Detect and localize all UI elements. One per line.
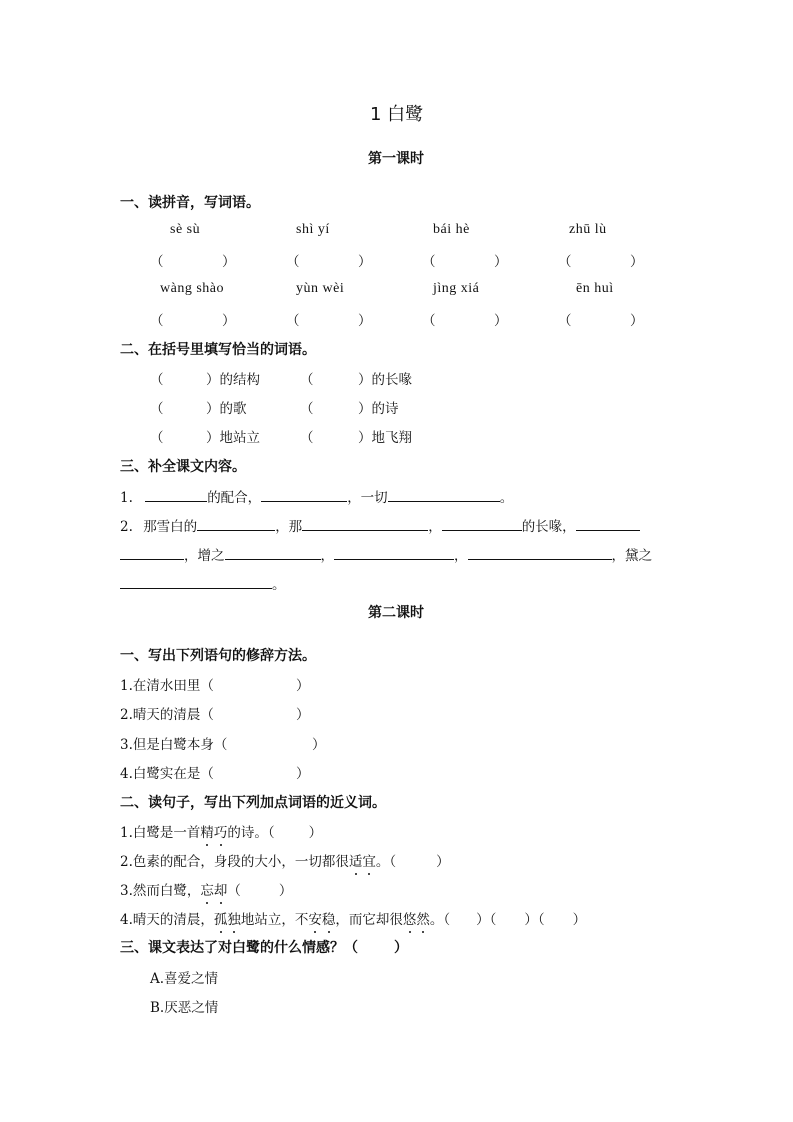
line-text: 。 (272, 577, 286, 593)
line-text: ， (320, 548, 334, 564)
page-title: 1 白鹭 (370, 104, 424, 125)
line-text: ，一切 (347, 490, 388, 506)
section-heading (120, 937, 408, 957)
answer-bracket-open: （ (150, 430, 164, 446)
sentence-text: 3.然而白鹭， (120, 883, 201, 899)
fill-item: ）的结构 (206, 372, 260, 388)
dotted-char: 巧 (214, 821, 228, 841)
fill-line-4 (120, 573, 286, 593)
dotted-char: 精 (200, 821, 214, 841)
fill-line-3 (120, 544, 652, 564)
lesson-one-heading: 第一课时 (368, 151, 424, 167)
item-number: 2. (120, 519, 133, 535)
answer-bracket-close: ） (436, 854, 450, 870)
answer-bracket-close: ） (222, 313, 236, 329)
section-heading: 二、读句子，写出下列加点词语的近义词。 (120, 795, 386, 811)
dotted-char: 却 (214, 879, 228, 899)
answer-bracket-close: ） (312, 737, 326, 753)
dotted-char: 安 (308, 908, 322, 928)
fill-line-2 (120, 515, 640, 535)
line-text: ， (454, 548, 468, 564)
answer-bracket-open: （ (300, 401, 314, 417)
answer-bracket-open: （ (286, 254, 300, 270)
item-number: 1. (120, 490, 133, 506)
heading-text: 三、课文表达了对白鹭的什么情感？（ (120, 940, 358, 956)
sentence-text: 4.晴天的清晨， (120, 912, 214, 928)
answer-line[interactable] (468, 545, 612, 560)
sentence-text: ，而它却很 (335, 912, 403, 928)
answer-line[interactable] (120, 574, 272, 589)
answer-line[interactable] (197, 516, 275, 531)
answer-bracket-close: ） (278, 883, 293, 899)
line-text: ， (428, 519, 442, 535)
answer-bracket-close: ） (296, 707, 310, 723)
answer-line[interactable] (225, 545, 321, 560)
section-heading: 一、写出下列语句的修辞方法。 (120, 648, 316, 664)
answer-bracket-open: （ (286, 313, 300, 329)
fill-line-1 (120, 486, 513, 506)
sentence-text: 。（ (429, 912, 451, 928)
dotted-char: 孤 (214, 908, 228, 928)
fill-item: ）的歌 (206, 401, 247, 417)
line-text: 。 (499, 490, 514, 506)
pinyin: ēn huì (576, 281, 614, 296)
line-text: ，增之 (184, 548, 225, 564)
answer-bracket-open: （ (558, 254, 572, 270)
line-text: 那雪白的 (143, 519, 198, 535)
sentence-text: 的诗。（ (227, 825, 275, 841)
answer-bracket-open: （ (300, 430, 314, 446)
answer-bracket-close: ） (296, 766, 310, 782)
synonym-question (120, 850, 450, 870)
lesson-two-heading: 第二课时 (368, 605, 424, 621)
answer-bracket-open: （ (422, 254, 436, 270)
synonym-question (120, 879, 292, 899)
answer-line[interactable] (576, 516, 640, 531)
answer-bracket-close: ） (358, 313, 372, 329)
pinyin: wàng shào (160, 281, 224, 296)
answer-bracket: ）（ (524, 912, 545, 928)
answer-bracket-close: ） (308, 825, 323, 841)
pinyin: sè sù (170, 222, 201, 237)
answer-bracket-close: ） (394, 940, 408, 956)
fill-item: ）的诗 (358, 401, 399, 417)
dotted-char: 适 (349, 850, 363, 870)
fill-item: ）的长喙 (358, 372, 412, 388)
section-heading: 三、补全课文内容。 (120, 459, 246, 475)
section-heading: 一、读拼音，写词语。 (120, 195, 260, 211)
dotted-char: 忘 (200, 879, 214, 899)
answer-bracket-close: ） (296, 678, 310, 694)
dotted-char: 稳 (322, 908, 336, 928)
sentence-text: （ (227, 883, 241, 899)
choice-option-a[interactable]: A.喜爱之情 (150, 971, 219, 987)
answer-line[interactable] (145, 487, 207, 502)
pinyin: bái hè (433, 222, 470, 237)
line-text: 的配合， (207, 490, 262, 506)
answer-bracket-close: ） (222, 254, 236, 270)
fill-item: ）地飞翔 (358, 430, 412, 446)
rhetoric-item: 2.晴天的清晨（ (120, 707, 214, 723)
line-text: 的长喙， (521, 519, 576, 535)
line-text: ，那 (275, 519, 303, 535)
answer-line[interactable] (388, 487, 500, 502)
dotted-char: 悠 (403, 908, 417, 928)
dotted-char: 独 (227, 908, 241, 928)
answer-line[interactable] (334, 545, 454, 560)
answer-bracket-close: ） (494, 313, 508, 329)
pinyin: zhū lù (569, 222, 607, 237)
pinyin: jìng xiá (433, 281, 480, 296)
section-heading: 二、在括号里填写恰当的词语。 (120, 342, 316, 358)
answer-bracket-open: （ (150, 254, 164, 270)
dotted-char: 然 (416, 908, 430, 928)
rhetoric-item: 1.在清水田里（ (120, 678, 214, 694)
pinyin: shì yí (296, 222, 330, 237)
answer-bracket-close: ） (572, 912, 587, 928)
rhetoric-item: 3.但是白鹭本身（ (120, 737, 228, 753)
answer-bracket-close: ） (494, 254, 508, 270)
answer-line[interactable] (442, 516, 522, 531)
answer-line[interactable] (120, 545, 184, 560)
pinyin: yùn wèi (296, 281, 345, 296)
answer-bracket-close: ） (630, 254, 644, 270)
answer-bracket-open: （ (150, 372, 164, 388)
answer-bracket-open: （ (150, 401, 164, 417)
sentence-text: 1.白鹭是一首 (120, 825, 201, 841)
sentence-text: 地站立，不 (240, 912, 309, 928)
sentence-text: 2.色素的配合，身段的大小，一切都很 (120, 854, 349, 870)
answer-bracket-open: （ (300, 372, 314, 388)
sentence-text: 。（ (375, 854, 397, 870)
answer-line[interactable] (261, 487, 347, 502)
answer-bracket-close: ） (630, 313, 644, 329)
line-text: ，黛之 (611, 548, 652, 564)
answer-bracket-open: （ (150, 313, 164, 329)
synonym-question (120, 821, 322, 841)
answer-bracket: ）（ (476, 912, 497, 928)
dotted-char: 宜 (362, 850, 376, 870)
answer-bracket-close: ） (358, 254, 372, 270)
synonym-question (120, 908, 586, 928)
answer-bracket-open: （ (422, 313, 436, 329)
answer-bracket-open: （ (558, 313, 572, 329)
choice-option-b[interactable]: B.厌恶之情 (150, 1000, 219, 1016)
answer-line[interactable] (302, 516, 428, 531)
rhetoric-item: 4.白鹭实在是（ (120, 766, 214, 782)
fill-item: ）地站立 (206, 430, 260, 446)
